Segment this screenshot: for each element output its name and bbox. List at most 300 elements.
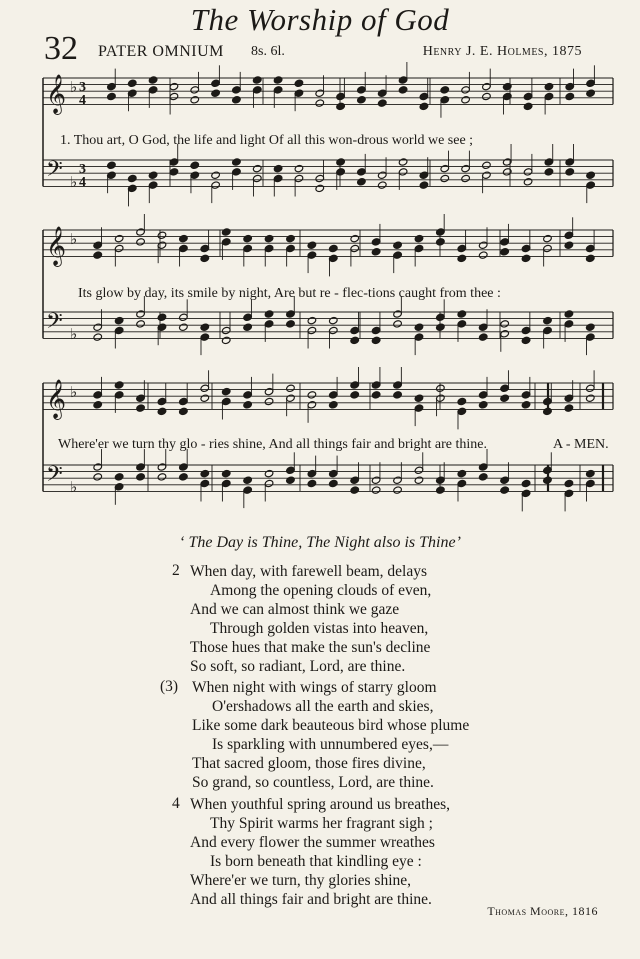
note-head <box>565 92 575 100</box>
note-head <box>586 323 596 331</box>
verse-line: So soft, so radiant, Lord, are thine. <box>190 658 406 675</box>
note-head <box>329 391 339 399</box>
note-head <box>243 244 253 252</box>
note-head <box>93 463 103 471</box>
note-head <box>221 336 231 344</box>
note-head <box>221 238 231 246</box>
note-head <box>564 489 574 497</box>
flat-icon: ♭ <box>70 80 78 96</box>
note-head <box>564 394 574 402</box>
note-head <box>252 76 262 84</box>
note-head <box>179 473 189 481</box>
verse-line: Like some dark beauteous bird whose plume <box>192 717 470 734</box>
note-head <box>264 469 274 477</box>
note-head <box>457 397 467 405</box>
note-head <box>107 161 117 169</box>
note-head <box>502 158 512 166</box>
note-head <box>114 381 124 389</box>
flat-icon: ♭ <box>70 480 78 496</box>
note-head <box>200 384 210 392</box>
note-head <box>200 254 210 262</box>
note-head <box>157 231 167 239</box>
note-head <box>136 463 146 471</box>
note-head <box>586 384 596 392</box>
note-head <box>398 76 408 84</box>
note-head <box>543 326 553 334</box>
note-head <box>211 79 221 87</box>
note-head <box>336 168 346 176</box>
note-head <box>127 184 137 192</box>
author-credit: Thomas Moore, 1816 <box>487 904 598 918</box>
flat-icon: ♭ <box>70 327 78 343</box>
note-head <box>414 404 424 412</box>
note-head <box>521 479 531 487</box>
note-head <box>264 479 274 487</box>
note-head <box>136 394 146 402</box>
note-head <box>586 469 596 477</box>
note-head <box>273 174 283 182</box>
note-head <box>329 401 339 409</box>
note-head <box>169 158 179 166</box>
note-head <box>136 320 146 328</box>
note-head <box>371 248 381 256</box>
verse-line: And all things fair and bright are thine. <box>190 891 432 908</box>
note-head <box>315 184 325 192</box>
note-head <box>243 391 253 399</box>
note-head <box>350 336 360 344</box>
note-head <box>523 168 533 176</box>
time-signature-bottom: 4 <box>79 93 86 108</box>
note-head <box>221 228 231 236</box>
note-head <box>221 397 231 405</box>
note-head <box>457 469 467 477</box>
verse-line: When youthful spring around us breathes, <box>190 796 450 813</box>
note-head <box>544 168 554 176</box>
note-head <box>221 479 231 487</box>
note-head <box>523 178 533 186</box>
bass-clef-icon: 𝄢 <box>46 462 63 492</box>
note-head <box>500 320 510 328</box>
note-head <box>200 323 210 331</box>
note-head <box>436 486 446 494</box>
note-head <box>478 473 488 481</box>
note-head <box>232 86 242 94</box>
note-head <box>586 79 596 87</box>
note-head <box>478 251 488 259</box>
note-head <box>564 320 574 328</box>
note-head <box>114 244 124 252</box>
note-head <box>350 234 360 242</box>
flat-icon: ♭ <box>70 175 78 191</box>
note-head <box>179 397 189 405</box>
note-head <box>377 171 387 179</box>
note-head <box>273 86 283 94</box>
note-head <box>114 316 124 324</box>
verse-number: (3) <box>160 678 179 695</box>
amen-lyric: A - MEN. <box>553 437 609 452</box>
note-head <box>544 158 554 166</box>
note-head <box>436 228 446 236</box>
verse-line: Is sparkling with unnumbered eyes,— <box>212 736 449 753</box>
note-head <box>179 323 189 331</box>
note-head <box>200 479 210 487</box>
note-head <box>393 320 403 328</box>
verse-line: And every flower the summer wreathes <box>190 834 435 851</box>
note-head <box>419 92 429 100</box>
note-head <box>457 254 467 262</box>
note-head <box>329 326 339 334</box>
note-head <box>565 82 575 90</box>
note-head <box>169 168 179 176</box>
note-head <box>478 401 488 409</box>
note-head <box>371 238 381 246</box>
composer: Henry J. E. Holmes, 1875 <box>422 44 582 59</box>
note-head <box>232 96 242 104</box>
note-head <box>336 102 346 110</box>
note-head <box>157 313 167 321</box>
note-head <box>136 238 146 246</box>
note-head <box>371 336 381 344</box>
note-head <box>440 174 450 182</box>
note-head <box>440 96 450 104</box>
note-head <box>500 476 510 484</box>
treble-clef-icon: 𝄞 <box>46 74 67 114</box>
verse-line: Those hues that make the sun's decline <box>190 639 431 656</box>
note-head <box>286 466 296 474</box>
note-head <box>114 234 124 242</box>
note-head <box>502 168 512 176</box>
note-head <box>148 181 158 189</box>
note-head <box>211 89 221 97</box>
note-head <box>461 164 471 172</box>
note-head <box>478 463 488 471</box>
note-head <box>500 394 510 402</box>
note-head <box>294 164 304 172</box>
note-head <box>436 238 446 246</box>
note-head <box>307 241 317 249</box>
note-head <box>565 168 575 176</box>
note-head <box>482 82 492 90</box>
note-head <box>544 92 554 100</box>
note-head <box>440 164 450 172</box>
note-head <box>521 336 531 344</box>
note-head <box>307 391 317 399</box>
verse-number: 4 <box>172 795 180 812</box>
note-head <box>329 244 339 252</box>
note-head <box>315 174 325 182</box>
time-signature-top: 3 <box>79 162 86 177</box>
hymn-subtitle: ‘ The Day is Thine, The Night also is Thine’ <box>179 534 461 551</box>
note-head <box>565 158 575 166</box>
note-head <box>564 310 574 318</box>
note-head <box>502 92 512 100</box>
flat-icon: ♭ <box>70 385 78 401</box>
note-head <box>393 310 403 318</box>
note-head <box>232 158 242 166</box>
hymn-number: 32 <box>44 30 78 67</box>
note-head <box>93 391 103 399</box>
note-head <box>393 391 403 399</box>
note-head <box>294 89 304 97</box>
note-head <box>307 401 317 409</box>
note-head <box>543 466 553 474</box>
note-head <box>243 313 253 321</box>
note-head <box>286 394 296 402</box>
note-head <box>127 79 137 87</box>
note-head <box>457 310 467 318</box>
note-head <box>221 326 231 334</box>
note-head <box>521 401 531 409</box>
note-head <box>478 391 488 399</box>
note-head <box>179 463 189 471</box>
note-head <box>457 407 467 415</box>
note-head <box>243 401 253 409</box>
note-head <box>157 473 167 481</box>
lyric-line-2: Its glow by day, its smile by night, Are but re - flec-tions caught from thee : <box>78 286 501 301</box>
note-head <box>148 76 158 84</box>
note-head <box>273 164 283 172</box>
note-head <box>377 89 387 97</box>
note-head <box>414 234 424 242</box>
note-head <box>307 469 317 477</box>
note-head <box>136 228 146 236</box>
note-head <box>200 394 210 402</box>
note-head <box>264 234 274 242</box>
note-head <box>419 171 429 179</box>
note-head <box>307 316 317 324</box>
note-head <box>371 486 381 494</box>
note-head <box>243 323 253 331</box>
note-head <box>179 244 189 252</box>
note-head <box>436 323 446 331</box>
lyric-line-3: Where'er we turn thy glo - ries shine, And all things fair and bright are thine. <box>58 437 488 452</box>
note-head <box>243 234 253 242</box>
verse-line: When night with wings of starry gloom <box>192 679 437 696</box>
note-head <box>211 181 221 189</box>
note-head <box>414 323 424 331</box>
verse-line: O'ershadows all the earth and skies, <box>212 698 434 715</box>
note-head <box>357 86 367 94</box>
note-head <box>523 102 533 110</box>
verse-4 <box>190 795 450 909</box>
note-head <box>357 96 367 104</box>
note-head <box>521 326 531 334</box>
note-head <box>114 483 124 491</box>
time-signature-top: 3 <box>79 80 86 95</box>
note-head <box>482 161 492 169</box>
note-head <box>350 486 360 494</box>
note-head <box>398 86 408 94</box>
note-head <box>564 479 574 487</box>
note-head <box>371 391 381 399</box>
note-head <box>393 476 403 484</box>
note-head <box>544 82 554 90</box>
note-head <box>264 244 274 252</box>
note-head <box>543 397 553 405</box>
note-head <box>169 82 179 90</box>
note-head <box>419 181 429 189</box>
note-head <box>157 323 167 331</box>
note-head <box>157 407 167 415</box>
note-head <box>136 404 146 412</box>
note-head <box>336 92 346 100</box>
verse-2 <box>190 562 431 676</box>
note-head <box>315 99 325 107</box>
note-head <box>393 251 403 259</box>
note-head <box>307 251 317 259</box>
verse-line: Thy Spirit warms her fragrant sigh ; <box>210 815 433 832</box>
note-head <box>286 234 296 242</box>
lyric-line-1: 1. Thou art, O God, the life and light Of all this won-drous world we see ; <box>60 133 474 148</box>
note-head <box>586 479 596 487</box>
note-head <box>586 171 596 179</box>
treble-clef-icon: 𝄞 <box>46 226 67 266</box>
verse-line: And we can almost think we gaze <box>190 601 400 618</box>
note-head <box>440 86 450 94</box>
verse-line: Among the opening clouds of even, <box>210 582 432 599</box>
note-head <box>461 96 471 104</box>
note-head <box>286 384 296 392</box>
note-head <box>252 174 262 182</box>
note-head <box>329 316 339 324</box>
note-head <box>114 473 124 481</box>
note-head <box>523 92 533 100</box>
note-head <box>398 158 408 166</box>
note-head <box>521 391 531 399</box>
verse-3 <box>192 678 469 792</box>
note-head <box>350 391 360 399</box>
note-head <box>148 86 158 94</box>
note-head <box>586 254 596 262</box>
note-head <box>371 476 381 484</box>
note-head <box>307 326 317 334</box>
note-head <box>107 92 117 100</box>
verse-line: So grand, so countless, Lord, are thine. <box>192 774 434 791</box>
note-head <box>586 244 596 252</box>
note-head <box>136 310 146 318</box>
note-head <box>564 404 574 412</box>
note-head <box>264 387 274 395</box>
note-head <box>457 320 467 328</box>
note-head <box>329 469 339 477</box>
note-head <box>436 313 446 321</box>
note-head <box>93 323 103 331</box>
note-head <box>329 479 339 487</box>
note-head <box>350 381 360 389</box>
note-head <box>393 381 403 389</box>
note-head <box>482 92 492 100</box>
note-head <box>329 254 339 262</box>
note-head <box>232 168 242 176</box>
note-head <box>200 469 210 477</box>
note-head <box>586 89 596 97</box>
note-head <box>350 326 360 334</box>
section-title: The Worship of God <box>190 2 450 37</box>
note-head <box>93 251 103 259</box>
note-head <box>414 394 424 402</box>
flat-icon: ♭ <box>70 232 78 248</box>
note-head <box>350 476 360 484</box>
verse-line: Where'er we turn, thy glories shine, <box>190 872 412 889</box>
note-head <box>564 241 574 249</box>
note-head <box>336 158 346 166</box>
note-head <box>107 171 117 179</box>
note-head <box>414 466 424 474</box>
verse-line: That sacred gloom, those fires divine, <box>192 755 426 772</box>
note-head <box>157 397 167 405</box>
note-head <box>543 244 553 252</box>
note-head <box>179 313 189 321</box>
verse-line: When day, with farewell beam, delays <box>190 563 427 580</box>
note-head <box>243 476 253 484</box>
note-head <box>543 316 553 324</box>
note-head <box>457 244 467 252</box>
note-head <box>273 76 283 84</box>
note-head <box>500 248 510 256</box>
note-head <box>586 333 596 341</box>
note-head <box>457 479 467 487</box>
note-head <box>357 168 367 176</box>
note-head <box>586 181 596 189</box>
note-head <box>200 244 210 252</box>
note-head <box>157 241 167 249</box>
note-head <box>294 79 304 87</box>
note-head <box>521 489 531 497</box>
note-head <box>114 326 124 334</box>
verse-number: 2 <box>172 562 180 579</box>
note-head <box>157 463 167 471</box>
note-head <box>500 486 510 494</box>
verse-line: Is born beneath that kindling eye : <box>210 853 422 870</box>
note-head <box>500 384 510 392</box>
tune-name: PATER OMNIUM <box>98 43 224 60</box>
note-head <box>482 171 492 179</box>
note-head <box>200 333 210 341</box>
note-head <box>414 476 424 484</box>
note-head <box>419 102 429 110</box>
note-head <box>357 178 367 186</box>
note-head <box>500 238 510 246</box>
note-head <box>243 486 253 494</box>
note-head <box>93 473 103 481</box>
note-head <box>190 86 200 94</box>
note-head <box>190 96 200 104</box>
note-head <box>461 174 471 182</box>
treble-clef-icon: 𝄞 <box>46 379 67 419</box>
note-head <box>371 381 381 389</box>
note-head <box>294 174 304 182</box>
note-head <box>502 82 512 90</box>
note-head <box>127 174 137 182</box>
note-head <box>93 241 103 249</box>
meter: 8s. 6l. <box>251 44 285 59</box>
verse-line: Through golden vistas into heaven, <box>210 620 429 637</box>
note-head <box>286 244 296 252</box>
note-head <box>221 387 231 395</box>
note-head <box>93 333 103 341</box>
note-head <box>350 244 360 252</box>
note-head <box>190 161 200 169</box>
note-head <box>398 168 408 176</box>
note-head <box>414 244 424 252</box>
note-head <box>148 171 158 179</box>
note-head <box>221 469 231 477</box>
note-head <box>93 401 103 409</box>
note-head <box>127 89 137 97</box>
note-head <box>543 234 553 242</box>
note-head <box>252 86 262 94</box>
note-head <box>543 407 553 415</box>
